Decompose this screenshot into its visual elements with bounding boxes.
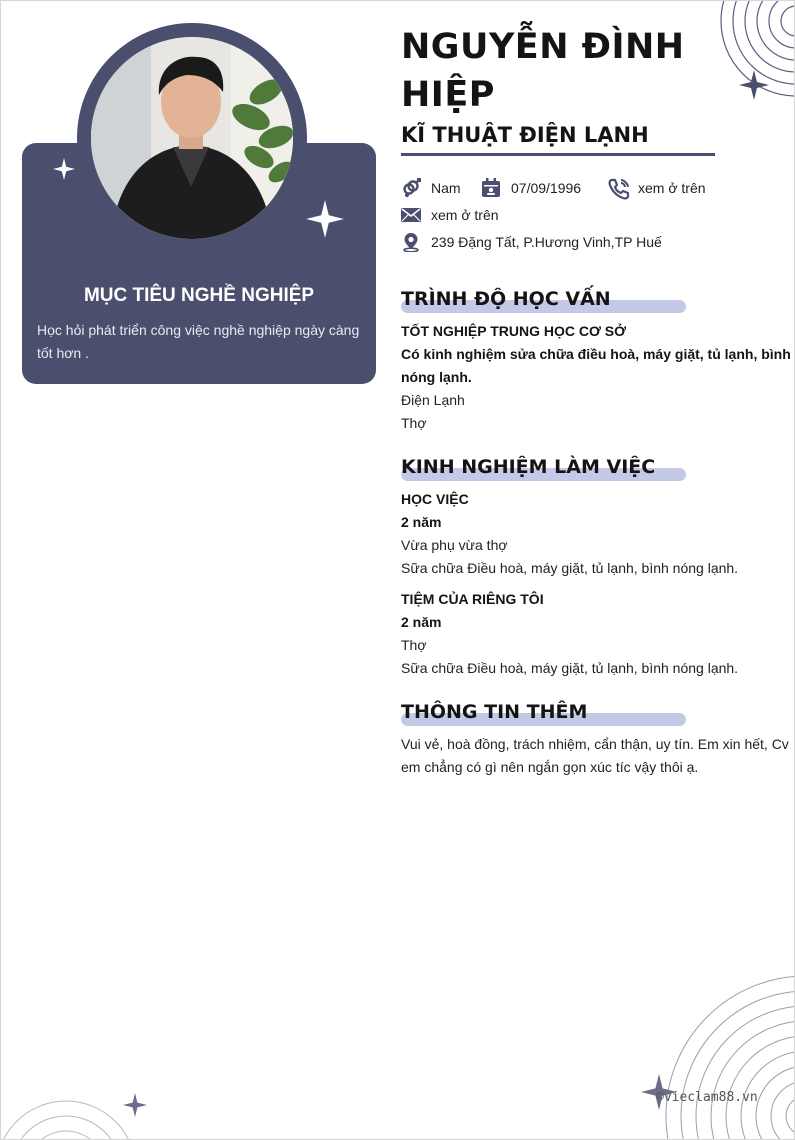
gender-value: Nam <box>431 180 461 196</box>
watermark: ©vieclam88.vn <box>656 1090 758 1105</box>
calendar-icon <box>481 178 501 198</box>
email-icon <box>401 205 421 225</box>
extra-text: Vui vẻ, hoà đồng, trách nhiệm, cẩn thận, uy tín. Em xin hết, Cv em chẳng có gì nên ngắn gọn xúc tíc vậy thôi ạ. <box>401 736 789 775</box>
phone-value: xem ở trên <box>638 180 706 196</box>
location-icon <box>401 232 421 252</box>
sparkle-icon <box>739 70 769 105</box>
experience-company: HỌC VIỆC <box>401 491 469 507</box>
education-major: Có kinh nghiệm sửa chữa điều hoà, máy giặt, tủ lạnh, bình nóng lạnh. <box>401 346 791 385</box>
extra-title: THÔNG TIN THÊM <box>401 701 588 723</box>
birthday-row <box>481 178 581 198</box>
candidate-name: NGUYỄN ĐÌNH HIỆP <box>401 27 685 115</box>
experience-section <box>401 456 791 680</box>
sparkle-icon <box>53 158 75 185</box>
goal-title: MỤC TIÊU NGHỀ NGHIỆP <box>83 285 315 306</box>
birthday-value: 07/09/1996 <box>511 180 582 196</box>
experience-description: Sữa chữa Điều hoà, máy giặt, tủ lạnh, bình nóng lạnh. <box>401 560 739 576</box>
job-title-underline <box>401 153 715 156</box>
education-school: TỐT NGHIỆP TRUNG HỌC CƠ SỞ <box>401 323 627 339</box>
experience-item <box>401 488 791 580</box>
experience-company: TIỆM CỦA RIÊNG TÔI <box>401 591 544 607</box>
address-value: 239 Đặng Tất, P.Hương Vinh,TP Huế <box>431 234 662 250</box>
experience-title: KINH NGHIỆM LÀM VIỆC <box>401 456 656 478</box>
avatar <box>91 37 293 239</box>
sparkle-icon <box>123 1093 147 1122</box>
address-row <box>401 232 662 252</box>
education-title: TRÌNH ĐỘ HỌC VẤN <box>401 288 611 310</box>
phone-row <box>608 178 706 198</box>
experience-duration: 2 năm <box>401 514 442 530</box>
gender-icon <box>401 178 421 198</box>
education-rank: Thợ <box>401 415 427 431</box>
sparkle-icon <box>306 200 344 243</box>
experience-item <box>401 588 791 680</box>
job-title: KĨ THUẬT ĐIỆN LẠNH <box>401 123 649 147</box>
extra-section <box>401 701 791 779</box>
email-value: xem ở trên <box>431 207 499 223</box>
experience-description: Sữa chữa Điều hoà, máy giặt, tủ lạnh, bình nóng lạnh. <box>401 660 739 676</box>
experience-duration: 2 năm <box>401 614 442 630</box>
education-section <box>401 288 791 435</box>
email-row <box>401 205 499 225</box>
experience-position: Vừa phụ vừa thợ <box>401 537 508 553</box>
gender-row <box>401 178 461 198</box>
experience-position: Thợ <box>401 637 427 653</box>
phone-icon <box>608 178 628 198</box>
education-field: Điện Lạnh <box>401 392 465 408</box>
goal-text: Học hỏi phát triển công việc nghề nghiệp ngày càng tốt hơn . <box>37 322 360 361</box>
